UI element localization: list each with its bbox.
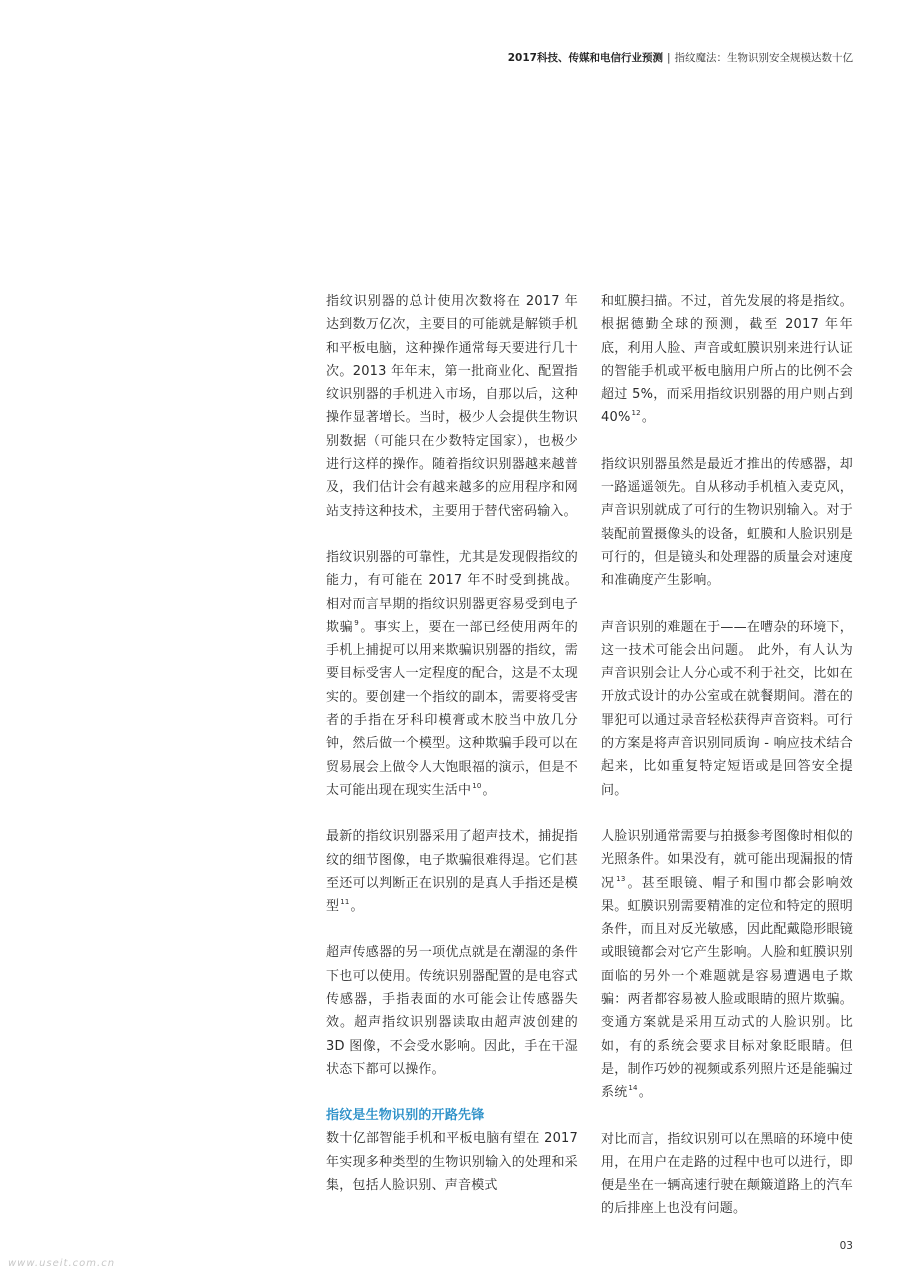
paragraph: 指纹识别器的总计使用次数将在 2017 年达到数万亿次，主要目的可能就是解锁手机和平板电脑，这种操作通常每天要进行几十次。2013 年年末，第一批商业化、配置指纹识别器的手机进入市场，自那以后，这种操作显著增长。当时，极少人会提供生物识别数据（可能只在少数特定国家），也极少进行这样的操作。随着指纹识别器越来越普及，我们估计会有越来越多的应用程序和网站支持这种技术，主要用于替代密码输入。 — [326, 294, 578, 519]
footnote-ref: 9 — [354, 618, 359, 627]
paragraph: 对比而言，指纹识别可以在黑暗的环境中使用，在用户在走路的过程中也可以进行，即便是坐在一辆高速行驶在颠簸道路上的汽车的后排座上也没有问题。 — [601, 1131, 853, 1217]
header-separator: | — [666, 52, 671, 64]
running-header — [508, 50, 853, 65]
paragraph: 数十亿部智能手机和平板电脑有望在 2017 年实现多种类型的生物识别输入的处理和采集，包括人脸识别、声音模式 — [326, 1131, 578, 1193]
footnote-ref: 14 — [628, 1084, 638, 1093]
paragraph: 声音识别的难题在于——在嘈杂的环境下，这一技术可能会出问题。 此外，有人认为声音识别会让人分心或不利于社交，比如在开放式设计的办公室或在就餐期间。潜在的罪犯可以通过录音轻松获得声音资料。可行的方案是将声音识别同质询 - 响应技术结合起来，比如重复特定短语或是回答安全提问。 — [601, 619, 853, 798]
footnote-ref: 11 — [340, 898, 350, 907]
page-number: 03 — [839, 1240, 853, 1252]
footnote-ref: 12 — [631, 409, 641, 418]
paragraph: 最新的指纹识别器采用了超声技术，捕捉指纹的细节图像，电子欺骗很难得逞。它们甚至还可以判断正在识别的是真人手指还是模型$^{11}$。 — [326, 829, 578, 915]
paragraph: 人脸识别通常需要与拍摄参考图像时相似的光照条件。如果没有，就可能出现漏报的情况$^{13}$。甚至眼镜、帽子和围巾都会影响效果。虹膜识别需要精准的定位和特定的照明条件，而且对反光敏感，因此配戴隐形眼镜或眼镜都会对它产生影响。人脸和虹膜识别面临的另外一个难题就是容易遭遇电子欺骗：两者都容易被人脸或眼睛的照片欺骗。变通方案就是采用互动式的人脸识别。比如，有的系统会要求目标对象眨眼睛。但是，制作巧妙的视频或系列照片还是能骗过系统$^{14}$。 — [601, 828, 854, 1101]
left-column — [326, 290, 578, 1220]
paragraph: 超声传感器的另一项优点就是在潮湿的条件下也可以使用。传统识别器配置的是电容式传感器，手指表面的水可能会让传感器失效。超声指纹识别器读取由超声波创建的 3D 图像，不会受水影响。因此，手在干湿状态下都可以操作。 — [326, 945, 578, 1077]
paragraph: 和虹膜扫描。不过，首先发展的将是指纹。根据德勤全球的预测，截至 2017 年年底，利用人脸、声音或虹膜识别来进行认证的智能手机或平板电脑用户所占的比例不会超过 5%，而采用指纹识别器的用户则占到 40%$^{12}$。 — [601, 294, 853, 426]
watermark: www.useit.com.cn — [8, 1258, 116, 1269]
paragraph: 指纹识别器虽然是最近才推出的传感器，却一路遥遥领先。自从移动手机植入麦克风，声音识别就成了可行的生物识别输入。对于装配前置摄像头的设备，虹膜和人脸识别是可行的，但是镜头和处理器的质量会对速度和准确度产生影响。 — [601, 456, 853, 589]
report-title: 2017科技、传媒和电信行业预测 — [507, 52, 663, 64]
paragraph: 指纹识别器的可靠性，尤其是发现假指纹的能力，有可能在 2017 年不时受到挑战。相对而言早期的指纹识别器更容易受到电子欺骗$^9$。事实上，要在一部已经使用两年的手机上捕捉可以用来欺骗识别器的指纹，需要目标受害人一定程度的配合，这是不太现实的。要创建一个指纹的副本，需要将受害者的手指在牙科印模膏或木胶当中放几分钟，然后做一个模型。这种欺骗手段可以在贸易展会上做令人大饱眼福的演示，但是不太可能出现在现实生活中$^{10}$。 — [326, 549, 578, 798]
chapter-title: 指纹魔法：生物识别安全规模达数十亿 — [674, 52, 853, 64]
footnote-ref: 13 — [616, 874, 626, 883]
footnote-ref: 10 — [472, 781, 482, 790]
section-heading: 指纹是生物识别的开路先锋 — [326, 1108, 485, 1124]
right-column — [601, 290, 853, 1244]
